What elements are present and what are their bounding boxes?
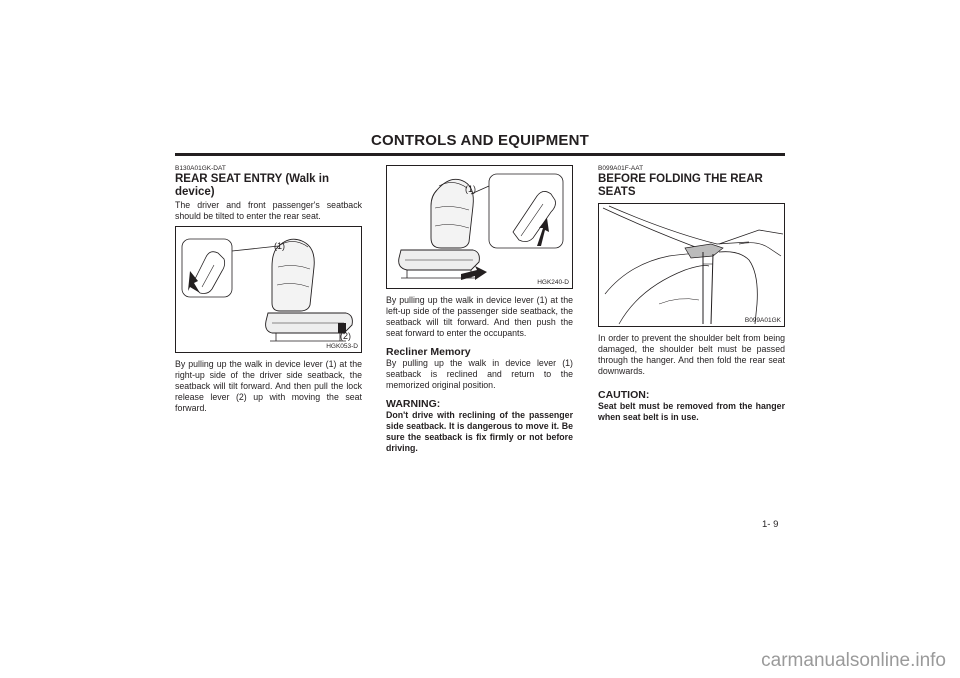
watermark: carmanualsonline.info: [761, 650, 946, 671]
callout-lever-2: (2): [340, 331, 351, 341]
header-rule: [175, 153, 785, 156]
column-rear-seat-entry: [175, 165, 362, 414]
body-text: By pulling up the walk in device lever (1) at the left-up side of the passenger side seatback, the seatback will tilt forward. And then push the seat forward to enter the occupants.: [386, 295, 573, 338]
section-code: B130A01GK-DAT: [175, 165, 226, 172]
callout-lever-1: (1): [465, 184, 476, 194]
page-number: 1- 9: [762, 519, 779, 530]
passenger-seat-drawing: [387, 166, 572, 288]
warning-text: Don't drive with reclining of the passenger side seatback. It is dangerous to move it. Be sure the seatback is fix firmly or not before driving.: [386, 410, 573, 453]
page-title: CONTROLS AND EQUIPMENT: [370, 132, 589, 149]
figure-caption: B099A01GK: [744, 317, 781, 324]
callout-lever-1: (1): [274, 241, 285, 251]
driver-seat-drawing: [176, 227, 361, 352]
recliner-heading: Recliner Memory: [386, 346, 471, 358]
driver-seat-illustration: [175, 226, 362, 353]
seat-belt-hanger-illustration: [598, 203, 785, 327]
caution-heading: CAUTION:: [598, 389, 650, 401]
body-text: By pulling up the walk in device lever (1) at the right-up side of the driver side seatback, the seatback will tilt forward. And then pull the lock release lever (2) up with moving the seat forward.: [175, 359, 362, 413]
section-heading: BEFORE FOLDING THE REAR SEATS: [598, 173, 763, 198]
body-text: In order to prevent the shoulder belt from being damaged, the shoulder belt must be passed through the hanger. And then fold the rear seat downwards.: [598, 333, 785, 376]
passenger-seat-illustration: [386, 165, 573, 289]
section-heading: REAR SEAT ENTRY (Walk in device): [175, 173, 329, 198]
intro-text: The driver and front passenger's seatback should be tilted to enter the rear seat.: [175, 200, 362, 221]
rear-interior-drawing: [599, 204, 784, 326]
figure-caption: HGK240-D: [537, 279, 569, 286]
figure-caption: HGK053-D: [326, 343, 358, 350]
recliner-text: By pulling up the walk in device lever (1) seatback is reclined and return to the memorized original position.: [386, 358, 573, 390]
column-passenger-seat: [386, 165, 573, 454]
column-folding-rear-seats: [598, 165, 785, 423]
caution-text: Seat belt must be removed from the hanger when seat belt is in use.: [598, 401, 785, 422]
warning-heading: WARNING:: [386, 398, 441, 410]
section-code: B099A01F-AAT: [598, 165, 644, 172]
